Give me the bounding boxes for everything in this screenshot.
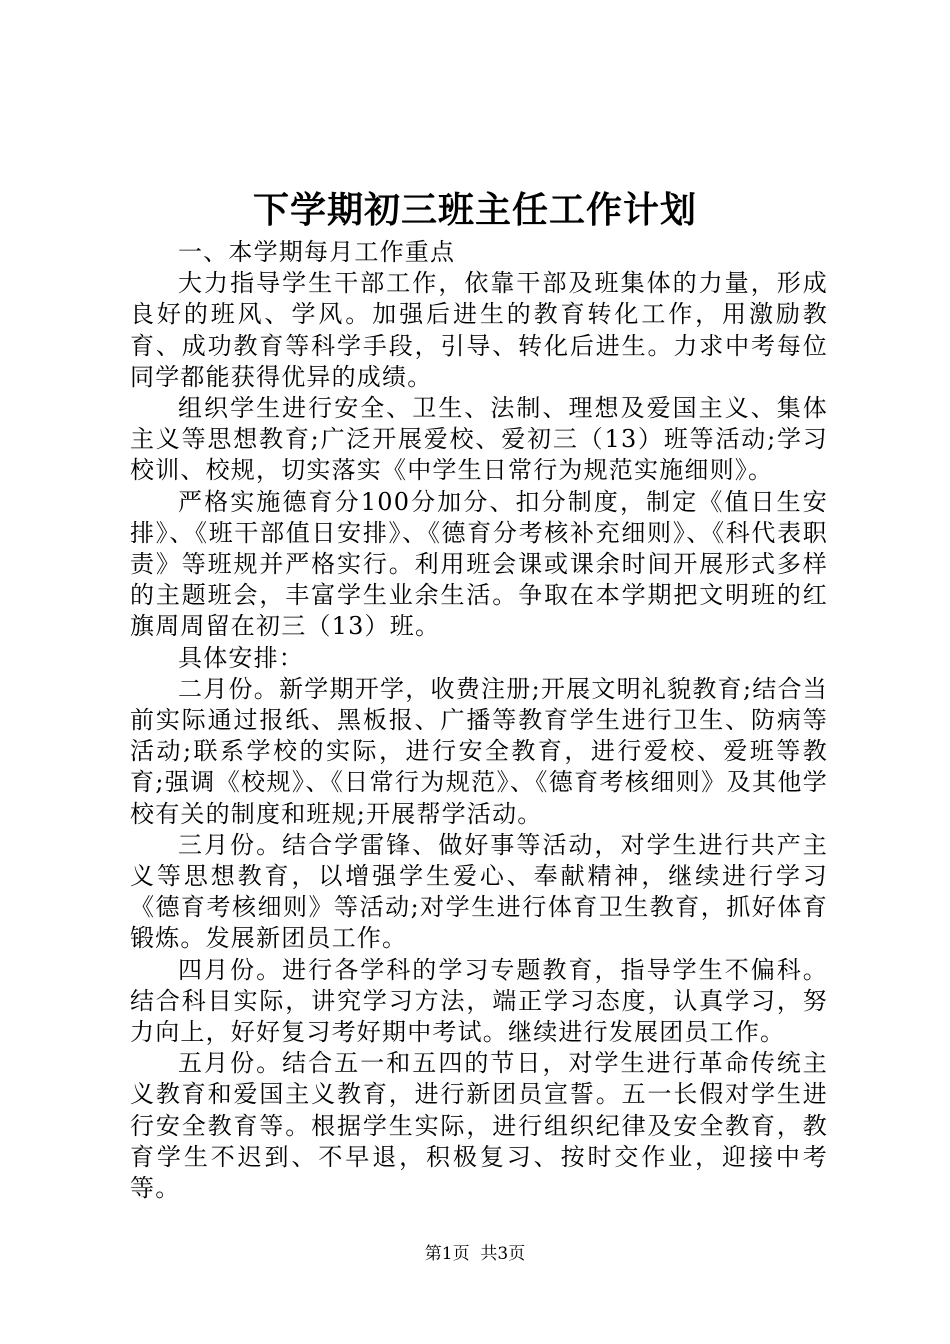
- paragraph: 五月份。结合五一和五四的节日，对学生进行革命传统主义教育和爱国主义教育，进行新团员宣誓。五一长假对学生进行安全教育等。根据学生实际，进行组织纪律及安全教育，教育学生不迟到、不早退，积极复习、按时交作业，迎接中考等。: [130, 1049, 828, 1203]
- document-title: 下学期初三班主任工作计划: [252, 189, 697, 231]
- paragraph: 严格实施德育分100分加分、扣分制度，制定《值日生安排》、《班干部值日安排》、《德育分考核补充细则》、《科代表职责》等班规并严格实行。利用班会课或课余时间开展形式多样的主题班会，丰富学生业余生活。争取在本学期把文明班的红旗周周留在初三（13）班。: [130, 487, 828, 641]
- paragraph: 二月份。新学期开学，收费注册;开展文明礼貌教育;结合当前实际通过报纸、黑板报、广播等教育学生进行卫生、防病等活动;联系学校的实际，进行安全教育，进行爱校、爱班等教育;强调《校规》、《日常行为规范》、《德育考核细则》及其他学校有关的制度和班规;开展帮学活动。: [130, 674, 828, 828]
- paragraph: 大力指导学生干部工作，依靠干部及班集体的力量，形成良好的班风、学风。加强后进生的教育转化工作，用激励教育、成功教育等科学手段，引导、转化后进生。力求中考每位同学都能获得优异的成绩。: [130, 269, 828, 391]
- document-body: [130, 237, 828, 1204]
- paragraph: 组织学生进行安全、卫生、法制、理想及爱国主义、集体主义等思想教育;广泛开展爱校、爱初三（13）班等活动;学习校训、校规，切实落实《中学生日常行为规范实施细则》。: [130, 394, 828, 485]
- page-number: 第1页: [424, 1244, 470, 1264]
- section-heading: 一、本学期每月工作重点: [178, 238, 456, 266]
- paragraph: 四月份。进行各学科的学习专题教育，指导学生不偏科。结合科目实际，讲究学习方法，端正学习态度，认真学习，努力向上，好好复习考好期中考试。继续进行发展团员工作。: [130, 955, 828, 1047]
- paragraph: 三月份。结合学雷锋、做好事等活动，对学生进行共产主义等思想教育，以增强学生爱心、奉献精神，继续进行学习《德育考核细则》等活动;对学生进行体育卫生教育，抓好体育锻炼。发展新团员工作。: [130, 830, 828, 953]
- page-footer: [0, 1243, 950, 1265]
- subheading: 具体安排：: [178, 643, 304, 672]
- page-total: 共3页: [480, 1244, 526, 1264]
